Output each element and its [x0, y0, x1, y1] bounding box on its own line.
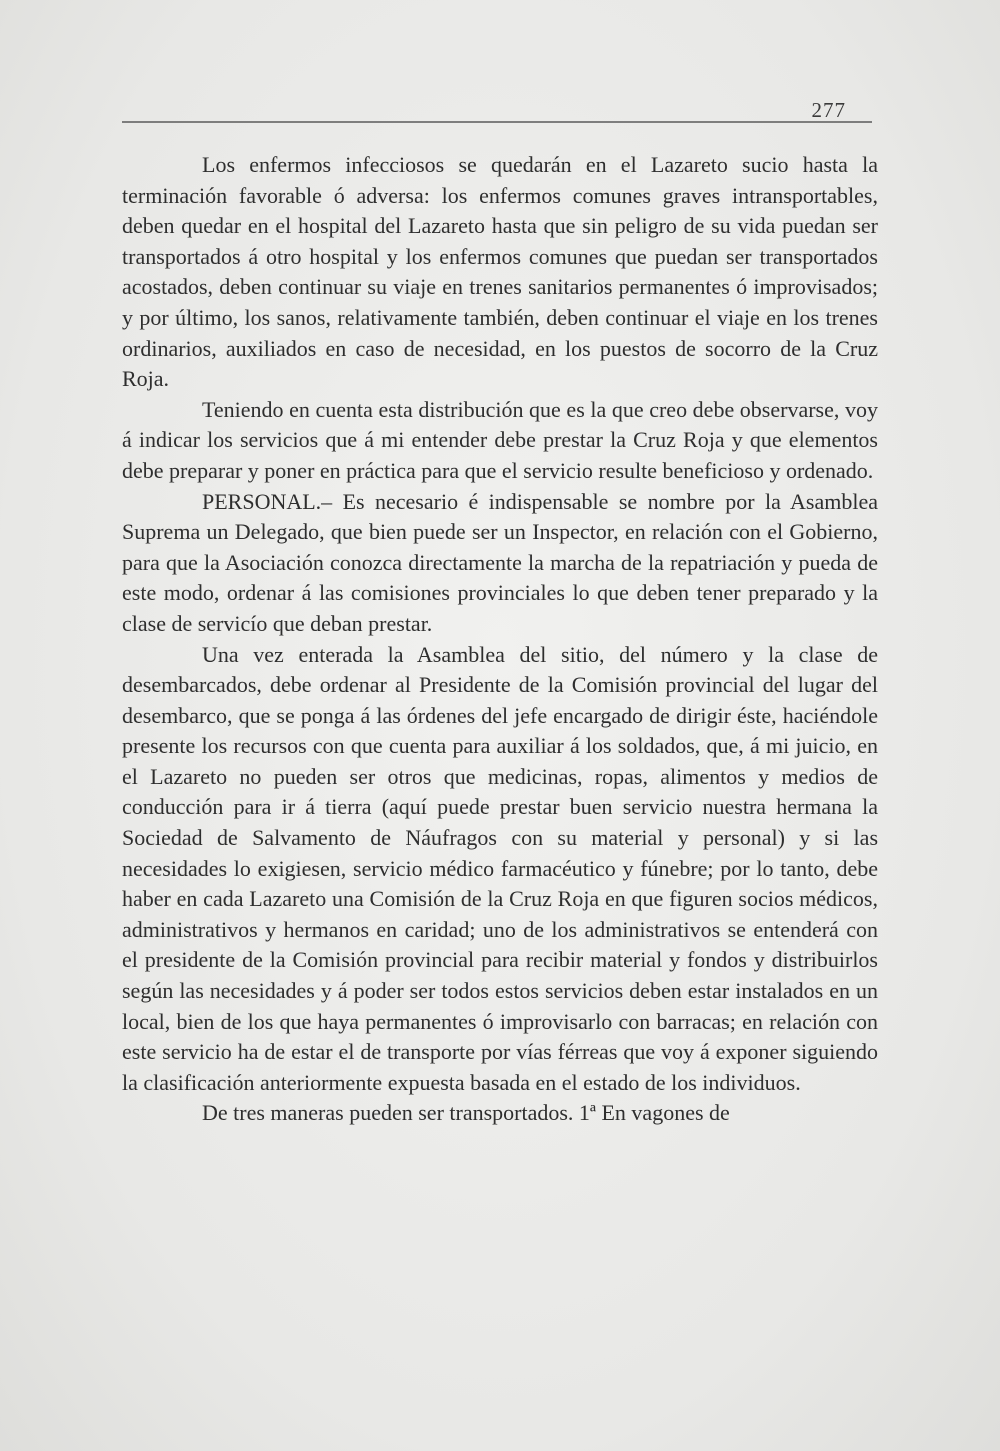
paragraph-2: Teniendo en cuenta esta distribución que es la que creo debe observarse, voy á indicar los servicios que á mi entender debe prestar la Cruz Roja y que elementos debe preparar y poner en práctica para que el servicio resulte beneficioso y ordenado. [122, 396, 878, 483]
paragraph-4: Una vez enterada la Asamblea del sitio, del número y la clase de desembarcados, debe ordenar al Presidente de la Comisión provincial del lugar del desembarco, que se ponga á las órdenes del jefe encargado de dirigir éste, haciéndole presente los recursos con que cuenta para auxiliar á los soldados, que, á mi juicio, en el Lazareto no pueden ser otros que medicinas, ropas, alimentos y medios de conducción para ir á tierra (aquí puede prestar buen servicio nuestra hermana la Sociedad de Salvamento de Náufragos con su material y personal) y si las necesidades lo exigiesen, servicio médico farmacéutico y fúnebre; por lo tanto, debe haber en cada Lazareto una Comisión de la Cruz Roja en que figuren socios médicos, administrativos y hermanos en caridad; uno de los administrativos se entenderá con el presidente de la Comisión provincial para recibir material y fondos y distribuirlos según las necesidades y á poder ser todos estos servicios deben estar instalados en un local, bien de los que haya permanentes ó improvisarlo con barracas; en relación con este servicio ha de estar el de transporte por vías férreas que voy á exponer siguiendo la clasificación anteriormente expuesta basada en el estado de los individuos. [122, 641, 878, 1095]
paragraph-3: PERSONAL.– Es necesario é indispensable se nombre por la Asamblea Suprema un Delegado, que bien puede ser un Inspector, en relación con el Gobierno, para que la Asociación conozca directamente la marcha de la repatriación y pueda de este modo, ordenar á las comisiones provinciales lo que deben tener preparado y la clase de servicío que deban prestar. [122, 488, 878, 636]
paragraph-1: Los enfermos infecciosos se quedarán en el Lazareto sucio hasta la terminación favorable ó adversa: los enfermos comunes graves intransportables, deben quedar en el hospital del Lazareto hasta que sin peligro de su vida puedan ser transportados á otro hospital y los enfermos comunes que puedan ser transportados acostados, deben continuar su viaje en trenes sanitarios permanentes ó improvisados; y por último, los sanos, relativamente también, deben continuar el viaje en los trenes ordinarios, auxiliados en caso de necesidad, en los puestos de socorro de la Cruz Roja. [122, 152, 878, 392]
page-number: 277 [811, 98, 846, 122]
paragraph-5: De tres maneras pueden ser transportados. 1ª En vagones de [202, 1100, 730, 1126]
header-rule [122, 121, 872, 123]
body-text [122, 150, 878, 1129]
